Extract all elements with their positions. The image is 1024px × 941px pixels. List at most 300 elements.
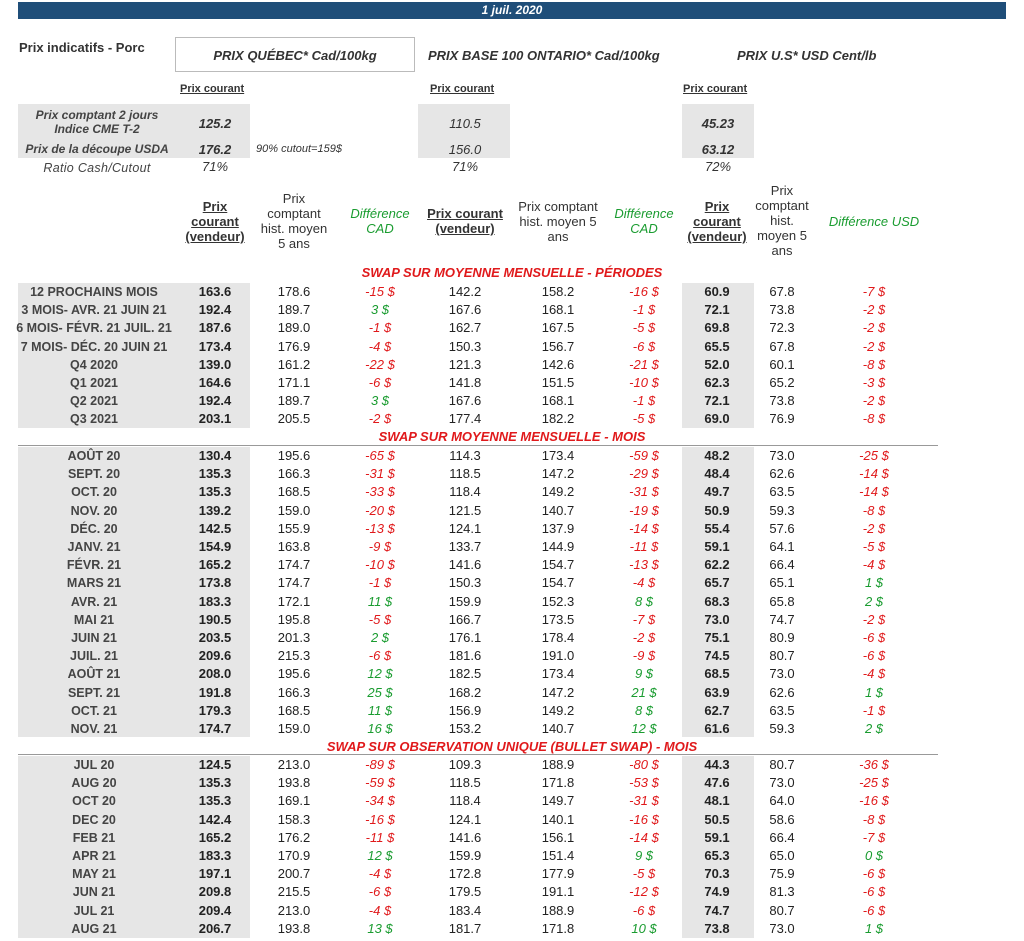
- cell-diff-cad-on: -13 $: [629, 557, 659, 573]
- cell-prix-us: 74.9: [704, 884, 730, 900]
- cell-hist-us: 59.3: [769, 721, 795, 736]
- cell-hist-us: 65.0: [769, 848, 795, 863]
- cell-hist-on: 149.7: [541, 793, 575, 809]
- cell-diff-usd: 2 $: [864, 721, 884, 736]
- cell-prix-us: 48.1: [704, 793, 730, 809]
- cell-hist-qc: 168.5: [277, 484, 311, 500]
- table-row: [0, 338, 1024, 356]
- cell-prix-qc: 165.2: [198, 557, 232, 573]
- cell-hist-on: 154.7: [541, 575, 575, 591]
- cell-hist-qc: 176.9: [277, 338, 311, 354]
- cell-prix-qc: 192.4: [198, 302, 232, 318]
- cell-prix-us: 73.0: [704, 611, 730, 627]
- table-row: [0, 593, 1024, 611]
- cell-hist-us: 80.7: [769, 757, 795, 772]
- cell-prix-qc: 163.6: [198, 284, 232, 299]
- cell-diff-cad-qc: 11 $: [367, 593, 393, 609]
- cell-prix-qc: 208.0: [198, 666, 232, 682]
- cell-diff-cad-on: 9 $: [634, 666, 654, 682]
- table-row: [0, 684, 1024, 702]
- cell-prix-qc: 197.1: [198, 866, 232, 882]
- cell-hist-qc: 213.0: [277, 902, 311, 918]
- cell-hist-on: 191.1: [541, 884, 575, 900]
- cell-hist-us: 65.2: [769, 375, 795, 390]
- cell-diff-usd: -7 $: [862, 829, 886, 845]
- table-row: [0, 483, 1024, 501]
- table-row: [0, 447, 1024, 465]
- cell-hist-us: 64.1: [769, 539, 795, 554]
- cell-prix-us: 69.0: [704, 411, 730, 427]
- cell-prix-us: 47.6: [704, 775, 730, 791]
- market-us-header: PRIX U.S* USD Cent/lb: [737, 48, 877, 63]
- cell-diff-cad-qc: -16 $: [365, 811, 395, 827]
- cell-prix-on: 156.9: [448, 702, 482, 718]
- cell-hist-us: 80.7: [769, 902, 795, 918]
- section-divider-2: [18, 754, 938, 755]
- cell-row-label: APR 21: [72, 849, 116, 863]
- cell-hist-qc: 159.0: [277, 721, 311, 736]
- cell-prix-on: 153.2: [448, 721, 482, 736]
- cell-hist-qc: 201.3: [277, 630, 311, 645]
- table-row: [0, 647, 1024, 665]
- cell-prix-us: 59.1: [704, 539, 730, 554]
- table-row: [0, 574, 1024, 592]
- cell-hist-on: 188.9: [541, 902, 575, 918]
- cell-hist-qc: 158.3: [277, 811, 311, 827]
- table-row: [0, 611, 1024, 629]
- cell-diff-cad-on: -10 $: [629, 375, 659, 390]
- cell-diff-cad-on: -4 $: [632, 575, 656, 591]
- table-row: [0, 502, 1024, 520]
- cell-prix-qc: 135.3: [198, 466, 232, 482]
- cell-hist-on: 154.7: [541, 557, 575, 573]
- cell-row-label: Q2 2021: [70, 394, 118, 409]
- cell-hist-us: 73.0: [769, 920, 795, 936]
- cell-prix-us: 60.9: [704, 284, 730, 299]
- cell-hist-on: 156.7: [541, 338, 575, 354]
- cell-prix-on: 124.1: [448, 811, 482, 827]
- cell-row-label: MAI 21: [73, 612, 115, 627]
- cell-prix-qc: 135.3: [198, 484, 232, 500]
- section-title-periodes: SWAP SUR MOYENNE MENSUELLE - PÉRIODES: [361, 265, 663, 280]
- cell-prix-qc: 183.3: [198, 848, 232, 863]
- cell-row-label: JUIN 21: [71, 631, 117, 645]
- col-diff-cad-qc: Différence CAD: [350, 206, 410, 236]
- cell-hist-qc: 189.7: [277, 302, 311, 318]
- cell-prix-qc: 187.6: [198, 320, 232, 336]
- cell-diff-cad-on: -59 $: [629, 448, 659, 463]
- cell-diff-usd: -4 $: [862, 557, 886, 573]
- cell-diff-cad-on: -5 $: [632, 320, 656, 336]
- cell-diff-cad-on: -21 $: [629, 356, 659, 372]
- cell-hist-us: 63.5: [769, 702, 795, 718]
- col-prix-vendeur-us: Prix courant (vendeur): [687, 199, 747, 244]
- cell-diff-cad-qc: -31 $: [365, 466, 395, 482]
- cell-diff-usd: 1 $: [864, 920, 884, 936]
- cell-hist-us: 67.8: [769, 338, 795, 354]
- cell-diff-usd: -2 $: [862, 520, 886, 536]
- cell-hist-qc: 169.1: [277, 793, 311, 809]
- quebec-cme-value: 125.2: [198, 116, 232, 131]
- cell-diff-cad-on: -29 $: [629, 466, 659, 482]
- cell-prix-us: 50.9: [704, 502, 730, 518]
- cell-diff-cad-on: -80 $: [629, 757, 659, 772]
- cell-diff-cad-on: -16 $: [629, 284, 659, 299]
- cell-row-label: 7 MOIS- DÉC. 20 JUIN 21: [20, 339, 168, 354]
- cell-prix-qc: 203.5: [198, 630, 232, 645]
- cell-hist-us: 80.7: [769, 648, 795, 664]
- cell-diff-cad-on: 9 $: [634, 848, 654, 863]
- cell-diff-cad-on: 21 $: [631, 684, 657, 700]
- cell-row-label: 12 PROCHAINS MOIS: [30, 285, 158, 299]
- prix-courant-ontario: Prix courant: [430, 83, 495, 95]
- cell-diff-cad-qc: -13 $: [365, 520, 395, 536]
- cell-hist-qc: 168.5: [277, 702, 311, 718]
- cell-prix-us: 74.7: [704, 902, 730, 918]
- cell-hist-us: 66.4: [769, 829, 795, 845]
- cell-diff-cad-qc: 11 $: [367, 702, 393, 718]
- cell-prix-qc: 135.3: [198, 793, 232, 809]
- cell-diff-usd: 1 $: [864, 684, 884, 700]
- ontario-ratio-value: 71%: [451, 159, 479, 174]
- cell-row-label: JUL 20: [73, 758, 115, 772]
- cell-hist-qc: 213.0: [277, 757, 311, 772]
- cell-row-label: SEPT. 20: [67, 467, 121, 482]
- cell-hist-on: 168.1: [541, 302, 575, 318]
- cell-prix-qc: 179.3: [198, 702, 232, 718]
- cell-diff-cad-qc: -10 $: [365, 557, 395, 573]
- cell-prix-qc: 183.3: [198, 593, 232, 609]
- cell-diff-cad-on: 10 $: [631, 920, 657, 936]
- cell-hist-us: 73.0: [769, 448, 795, 463]
- cell-hist-on: 140.1: [541, 811, 575, 827]
- cell-hist-qc: 178.6: [277, 284, 311, 299]
- cell-diff-usd: -14 $: [859, 466, 889, 482]
- cell-hist-qc: 195.6: [277, 666, 311, 682]
- cell-diff-cad-qc: -34 $: [365, 793, 395, 809]
- cell-prix-on: 118.5: [449, 466, 481, 482]
- cell-row-label: DEC 20: [72, 812, 116, 827]
- cell-diff-usd: -4 $: [862, 666, 886, 682]
- cell-hist-qc: 193.8: [277, 775, 311, 791]
- cell-prix-us: 62.3: [704, 375, 730, 390]
- cell-prix-on: 181.6: [448, 648, 482, 664]
- cutout-note: 90% cutout=159$: [256, 143, 342, 155]
- section-divider-1: [18, 445, 938, 446]
- cell-hist-qc: 189.0: [277, 320, 311, 336]
- cell-hist-on: 182.2: [541, 411, 575, 427]
- cell-hist-us: 64.0: [769, 793, 795, 809]
- cell-hist-qc: 215.3: [277, 648, 311, 664]
- cell-hist-us: 66.4: [769, 557, 795, 573]
- cell-row-label: OCT. 20: [71, 485, 117, 500]
- col-hist-us: Prix comptant hist. moyen 5 ans: [755, 183, 809, 258]
- cell-diff-cad-on: 12 $: [631, 721, 657, 736]
- quebec-usda-value: 176.2: [198, 142, 232, 157]
- cell-prix-on: 118.4: [449, 793, 481, 809]
- cell-diff-usd: -6 $: [862, 648, 886, 664]
- cell-diff-usd: -8 $: [862, 356, 886, 372]
- cell-row-label: Q3 2021: [70, 412, 118, 427]
- cell-prix-us: 70.3: [704, 866, 730, 882]
- cell-prix-us: 49.7: [704, 484, 730, 500]
- col-prix-vendeur-on: Prix courant (vendeur): [427, 206, 503, 236]
- cell-hist-on: 177.9: [541, 866, 575, 882]
- table-row: [0, 538, 1024, 556]
- cell-diff-usd: -2 $: [862, 302, 886, 318]
- cell-prix-qc: 130.4: [198, 448, 232, 463]
- cell-prix-on: 141.6: [448, 557, 482, 573]
- cell-prix-qc: 173.8: [198, 575, 232, 591]
- cell-prix-on: 177.4: [448, 411, 482, 427]
- table-row: [0, 556, 1024, 574]
- table-row: [0, 847, 1024, 865]
- cell-diff-cad-qc: -20 $: [365, 502, 395, 518]
- cell-prix-on: 121.3: [448, 356, 482, 372]
- cell-hist-qc: 166.3: [277, 466, 311, 482]
- section-title-mois: SWAP SUR MOYENNE MENSUELLE - MOIS: [378, 429, 646, 444]
- cell-prix-us: 62.2: [704, 557, 730, 573]
- market-ontario-header: PRIX BASE 100 ONTARIO* Cad/100kg: [428, 48, 660, 63]
- cell-prix-on: 141.8: [448, 375, 482, 390]
- cell-hist-on: 171.8: [541, 775, 575, 791]
- cell-diff-cad-qc: -22 $: [365, 356, 395, 372]
- cell-hist-qc: 166.3: [277, 684, 311, 700]
- cell-prix-us: 44.3: [704, 757, 730, 772]
- cell-prix-us: 52.0: [704, 356, 730, 372]
- col-diff-usd: Différence USD: [828, 214, 920, 229]
- cell-row-label: MARS 21: [66, 576, 122, 591]
- cell-diff-usd: -14 $: [859, 484, 889, 500]
- cell-diff-usd: -6 $: [862, 866, 886, 882]
- cell-prix-us: 72.1: [704, 393, 730, 409]
- table-row: [0, 702, 1024, 720]
- cell-row-label: Q1 2021: [70, 376, 118, 390]
- cell-prix-us: 65.5: [704, 338, 730, 354]
- table-row: [0, 883, 1024, 901]
- cell-diff-cad-on: -1 $: [632, 393, 656, 409]
- cell-hist-us: 73.0: [769, 775, 795, 791]
- cell-prix-us: 69.8: [704, 320, 730, 336]
- cell-row-label: MAY 21: [72, 867, 116, 882]
- cell-prix-us: 68.3: [704, 593, 730, 609]
- cell-row-label: JANV. 21: [67, 540, 121, 554]
- cell-hist-on: 156.1: [541, 829, 575, 845]
- cell-hist-on: 140.7: [541, 721, 575, 736]
- cell-diff-cad-qc: -6 $: [368, 884, 392, 900]
- cell-diff-cad-qc: 16 $: [367, 721, 393, 736]
- cell-diff-cad-qc: -59 $: [365, 775, 395, 791]
- cell-row-label: JUN 21: [72, 885, 116, 900]
- cell-diff-usd: -6 $: [862, 902, 886, 918]
- cell-prix-qc: 174.7: [198, 721, 232, 736]
- cell-diff-usd: -25 $: [859, 775, 889, 791]
- cell-hist-on: 178.4: [541, 630, 575, 645]
- cell-hist-us: 67.8: [769, 284, 795, 299]
- cell-hist-qc: 176.2: [277, 829, 311, 845]
- cell-hist-us: 74.7: [769, 611, 795, 627]
- cell-prix-on: 179.5: [448, 884, 482, 900]
- cell-prix-qc: 154.9: [198, 539, 232, 554]
- table-row: [0, 283, 1024, 301]
- cell-prix-on: 181.7: [448, 920, 482, 936]
- cell-row-label: 3 MOIS- AVR. 21 JUIN 21: [21, 303, 167, 318]
- cell-prix-on: 168.2: [448, 684, 482, 700]
- table-row: [0, 665, 1024, 683]
- quebec-ratio-value: 71%: [201, 159, 229, 174]
- cell-diff-usd: -2 $: [862, 393, 886, 409]
- cell-hist-us: 63.5: [769, 484, 795, 500]
- cell-hist-on: 144.9: [541, 539, 575, 554]
- cell-hist-us: 73.0: [769, 666, 795, 682]
- cell-prix-qc: 135.3: [198, 775, 232, 791]
- cell-diff-cad-on: -14 $: [629, 520, 659, 536]
- cell-prix-qc: 142.4: [198, 811, 232, 827]
- cell-prix-qc: 173.4: [198, 338, 232, 354]
- col-hist-on: Prix comptant hist. moyen 5 ans: [518, 199, 598, 244]
- cell-row-label: FÉVR. 21: [66, 558, 122, 573]
- table-row: [0, 356, 1024, 374]
- cell-prix-on: 141.6: [448, 829, 482, 845]
- cell-hist-on: 147.2: [541, 684, 575, 700]
- cell-hist-qc: 189.7: [277, 393, 311, 409]
- cell-hist-qc: 200.7: [277, 866, 311, 882]
- table-row: [0, 774, 1024, 792]
- cell-prix-qc: 190.5: [198, 611, 232, 627]
- cell-hist-qc: 195.6: [277, 448, 311, 463]
- cell-row-label: NOV. 20: [70, 503, 118, 518]
- cell-prix-qc: 192.4: [198, 393, 232, 409]
- cell-diff-cad-qc: -6 $: [368, 375, 392, 390]
- cell-diff-cad-qc: -15 $: [365, 284, 395, 299]
- cell-diff-cad-qc: 3 $: [370, 393, 390, 409]
- cell-diff-cad-qc: -9 $: [368, 539, 392, 554]
- cell-prix-us: 73.8: [704, 920, 730, 936]
- us-ratio-value: 72%: [704, 159, 732, 174]
- cell-diff-usd: -6 $: [862, 630, 886, 645]
- cell-hist-us: 59.3: [769, 502, 795, 518]
- cell-diff-cad-on: -1 $: [632, 302, 656, 318]
- cell-hist-on: 151.4: [541, 848, 575, 863]
- cell-diff-cad-qc: -4 $: [368, 902, 392, 918]
- cell-hist-on: 158.2: [541, 284, 575, 299]
- cell-prix-on: 182.5: [448, 666, 482, 682]
- table-row: [0, 829, 1024, 847]
- cell-row-label: 6 MOIS- FÉVR. 21 JUIL. 21: [16, 321, 172, 336]
- cell-diff-usd: -2 $: [862, 611, 886, 627]
- market-quebec-header: PRIX QUÉBEC* Cad/100kg: [175, 37, 415, 72]
- cell-prix-qc: 203.1: [198, 411, 232, 427]
- cell-hist-on: 137.9: [541, 520, 575, 536]
- cell-diff-cad-qc: 2 $: [370, 630, 390, 645]
- cell-hist-us: 65.8: [769, 593, 795, 609]
- cell-diff-usd: -8 $: [862, 811, 886, 827]
- cell-prix-on: 118.4: [449, 484, 481, 500]
- table-row: [0, 920, 1024, 938]
- cell-hist-on: 152.3: [541, 593, 575, 609]
- table-row: [0, 865, 1024, 883]
- cell-diff-usd: -5 $: [862, 539, 886, 554]
- cell-prix-on: 142.2: [448, 284, 482, 299]
- cell-diff-cad-on: -31 $: [629, 793, 659, 809]
- cell-row-label: SEPT. 21: [67, 685, 121, 700]
- cell-diff-usd: 1 $: [864, 575, 884, 591]
- cell-row-label: AOÛT 21: [67, 667, 121, 682]
- cell-diff-cad-on: -6 $: [632, 902, 656, 918]
- cell-diff-cad-qc: -6 $: [368, 648, 392, 664]
- cell-hist-qc: 161.2: [277, 356, 311, 372]
- cell-diff-cad-on: 8 $: [634, 702, 654, 718]
- cell-diff-cad-on: 8 $: [634, 593, 654, 609]
- cell-diff-cad-on: -9 $: [632, 648, 656, 664]
- cell-hist-qc: 174.7: [277, 557, 311, 573]
- cell-hist-on: 191.0: [541, 648, 575, 664]
- cell-hist-us: 81.3: [769, 884, 795, 900]
- cell-diff-cad-on: -53 $: [629, 775, 659, 791]
- cell-diff-cad-qc: -1 $: [368, 575, 392, 591]
- cell-prix-on: 166.7: [448, 611, 482, 627]
- cell-diff-usd: -1 $: [862, 702, 886, 718]
- cell-prix-us: 61.6: [704, 721, 730, 736]
- cell-diff-cad-qc: -4 $: [368, 338, 392, 354]
- cell-prix-on: 118.5: [449, 775, 481, 791]
- cell-hist-on: 171.8: [541, 920, 575, 936]
- cell-hist-us: 60.1: [769, 356, 795, 372]
- cell-row-label: FEB 21: [72, 830, 116, 845]
- cell-diff-usd: -16 $: [859, 793, 889, 809]
- cell-diff-usd: -7 $: [862, 284, 886, 299]
- cell-diff-cad-qc: -65 $: [365, 448, 395, 463]
- cell-diff-cad-on: -14 $: [629, 829, 659, 845]
- ratio-label: Ratio Cash/Cutout: [43, 161, 151, 175]
- cell-prix-qc: 165.2: [198, 829, 232, 845]
- cell-prix-us: 62.7: [704, 702, 730, 718]
- cell-diff-usd: -36 $: [859, 757, 889, 772]
- cell-hist-on: 167.5: [541, 320, 575, 336]
- col-prix-vendeur-qc: Prix courant (vendeur): [185, 199, 245, 244]
- cell-prix-us: 59.1: [704, 829, 730, 845]
- cell-row-label: AUG 21: [71, 921, 117, 936]
- cell-diff-cad-on: -6 $: [632, 338, 656, 354]
- table-row: [0, 410, 1024, 428]
- cell-hist-on: 140.7: [541, 502, 575, 518]
- table-row: [0, 301, 1024, 319]
- cell-hist-qc: 195.8: [277, 611, 311, 627]
- cell-diff-cad-qc: 12 $: [367, 848, 393, 863]
- cell-prix-on: 150.3: [448, 338, 482, 354]
- table-row: [0, 520, 1024, 538]
- cell-diff-cad-on: -5 $: [632, 866, 656, 882]
- cell-hist-qc: 171.1: [277, 375, 311, 390]
- cell-diff-cad-qc: 12 $: [367, 666, 393, 682]
- cell-hist-qc: 170.9: [277, 848, 311, 863]
- cell-row-label: AUG 20: [71, 776, 117, 791]
- table-row: [0, 392, 1024, 410]
- section-title-bullet: SWAP SUR OBSERVATION UNIQUE (BULLET SWAP) - MOIS: [326, 739, 698, 754]
- cell-diff-cad-qc: -89 $: [365, 757, 395, 772]
- cell-prix-on: 176.1: [448, 630, 482, 645]
- cell-diff-cad-on: -2 $: [632, 630, 656, 645]
- cell-row-label: JUIL. 21: [70, 649, 118, 664]
- cell-row-label: NOV. 21: [70, 722, 118, 736]
- cell-diff-usd: 0 $: [864, 848, 884, 863]
- table-row: [0, 465, 1024, 483]
- cell-prix-on: 121.5: [448, 502, 482, 518]
- cell-prix-qc: 191.8: [198, 684, 232, 700]
- cell-diff-usd: 2 $: [864, 593, 884, 609]
- cell-hist-us: 62.6: [769, 466, 795, 482]
- table-row: [0, 811, 1024, 829]
